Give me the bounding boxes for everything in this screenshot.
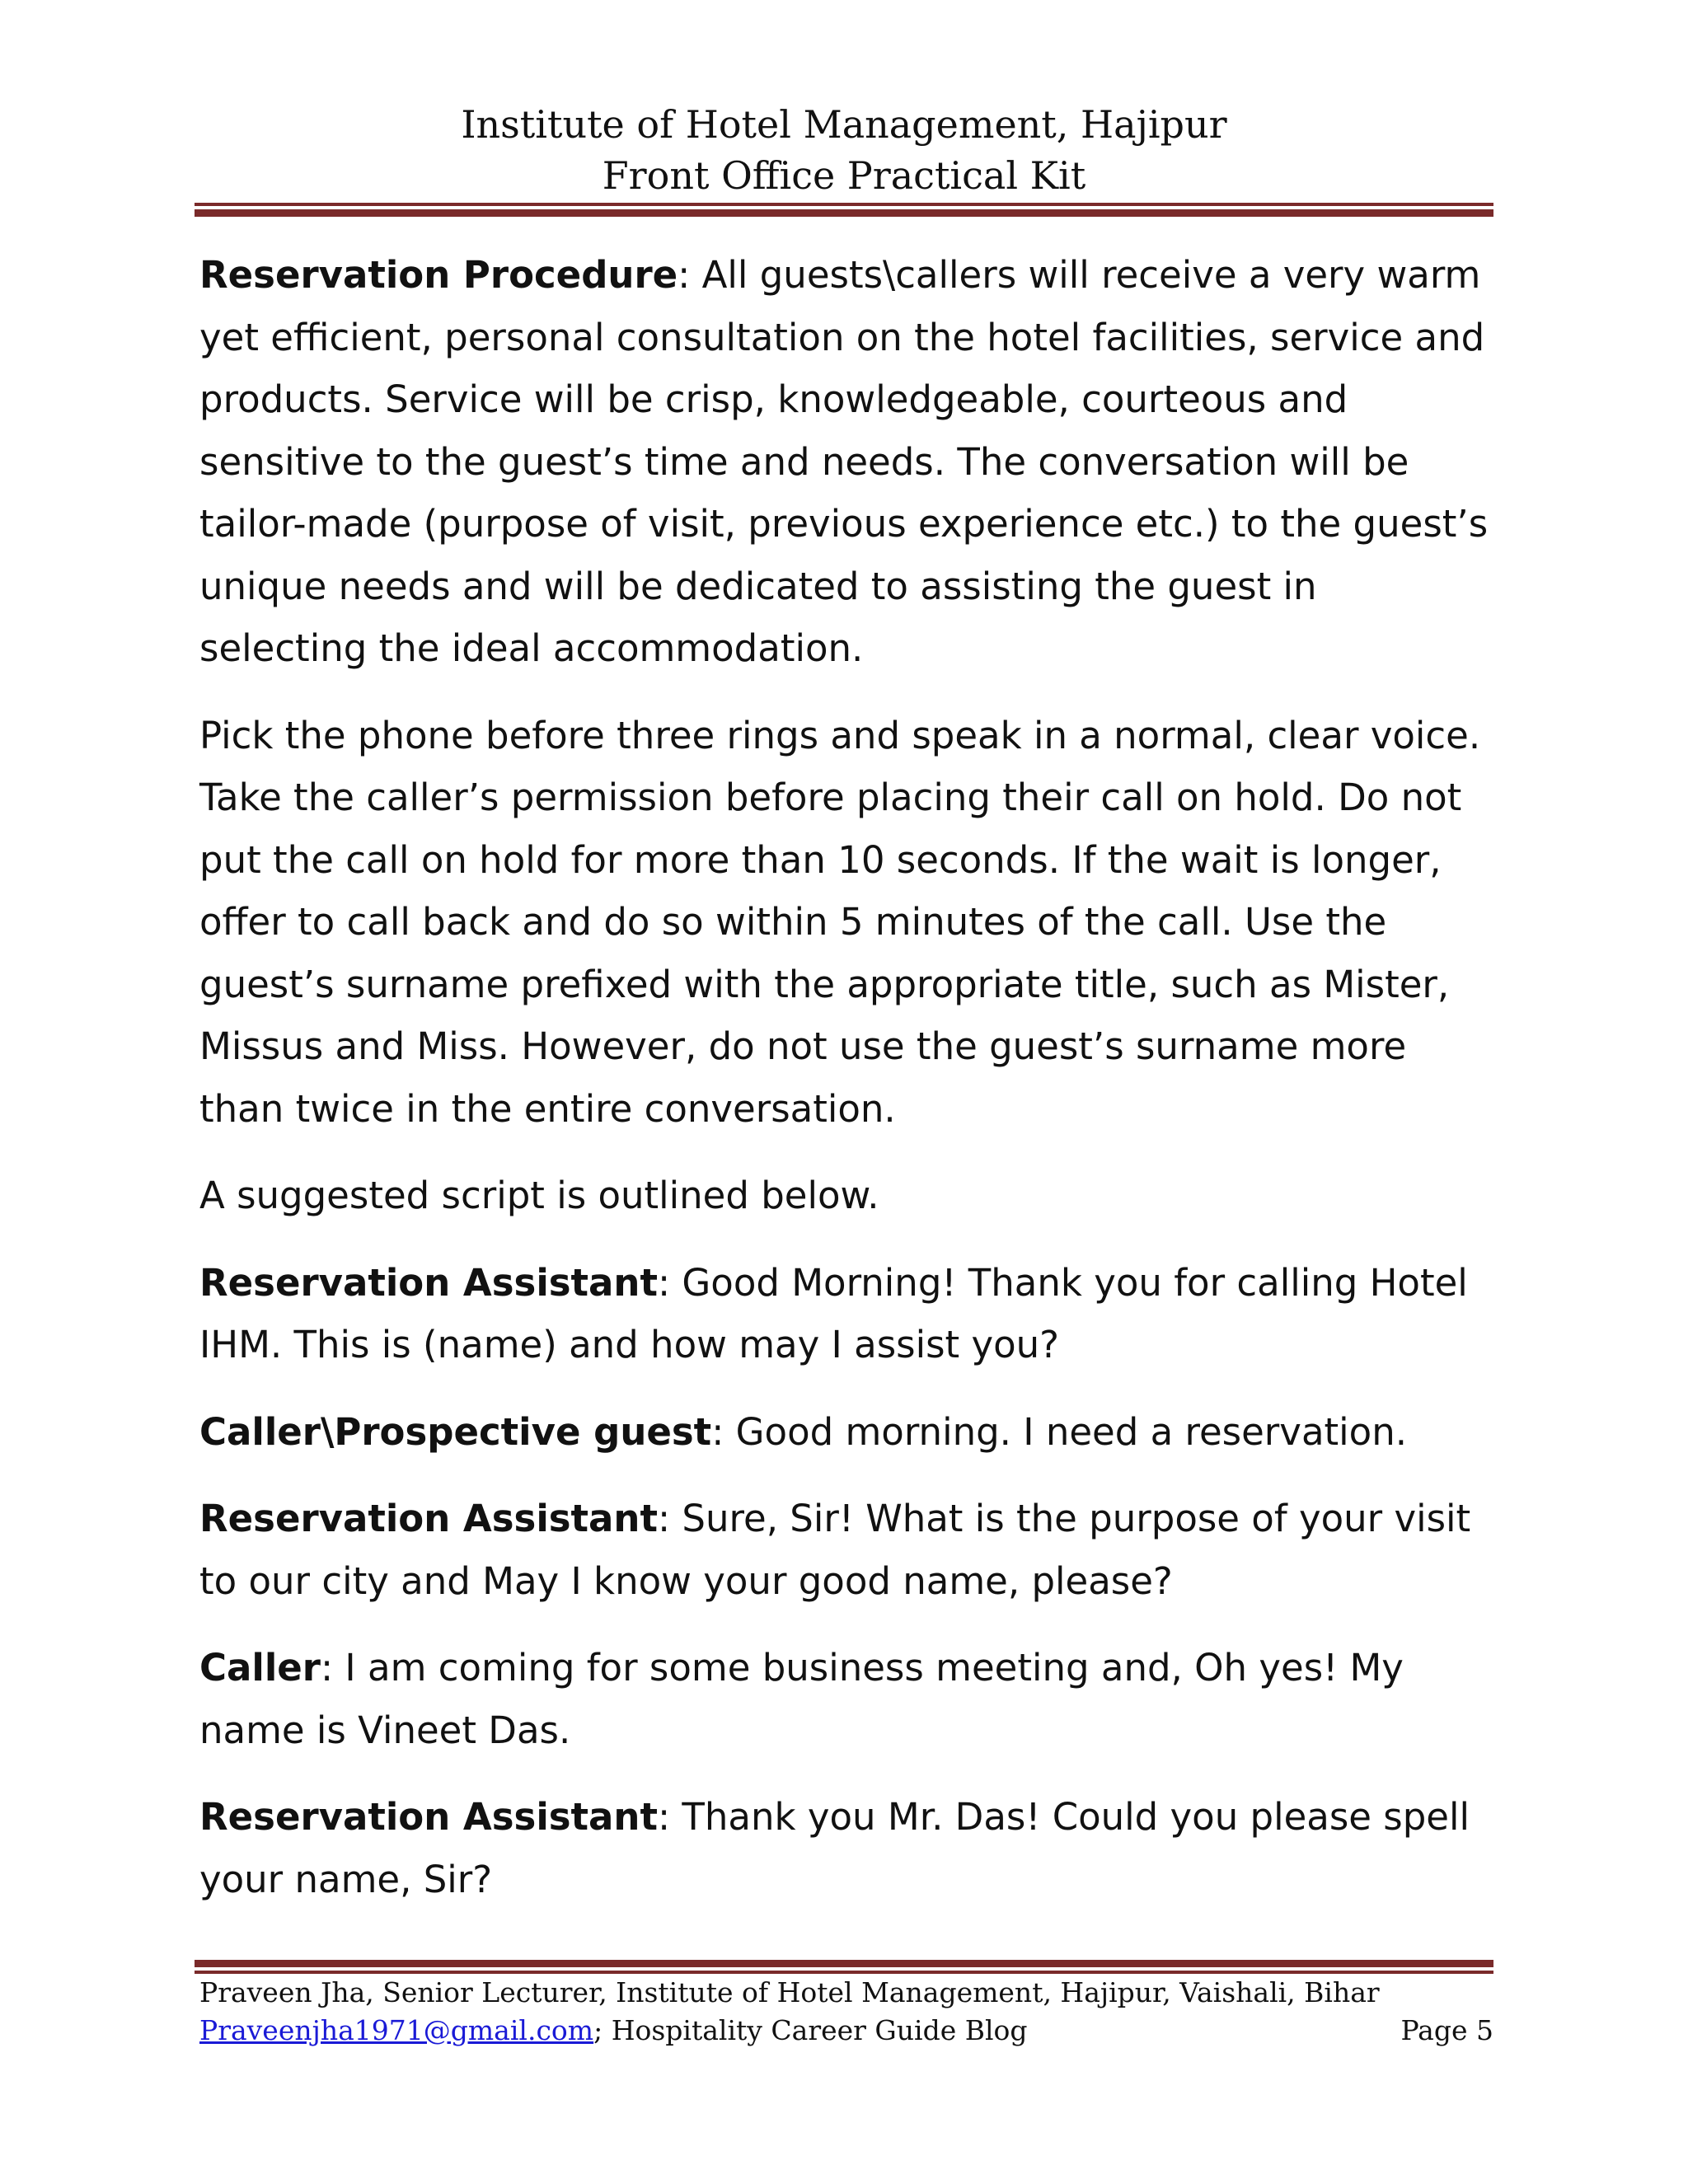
dialogue-text: : Good morning. I need a reservation. bbox=[711, 1409, 1408, 1454]
dialogue-line bbox=[199, 1401, 1493, 1464]
phone-etiquette-paragraph: Pick the phone before three rings and speak in a normal, clear voice. Take the caller’s permission before placing their call on hold. Do not put the call on hold for more than 10 seconds. If the wait is longer, offer to call back and do so within 5 minutes of the call. Use the guest’s surname prefixed with the appropriate title, such as Mister, Missus and Miss. However, do not use the guest’s surname more than twice in the entire conversation. bbox=[199, 713, 1481, 1131]
dialogue-text: : I am coming for some business meeting and, Oh yes! My name is Vineet Das. bbox=[199, 1646, 1404, 1752]
paragraph-label: Reservation Procedure bbox=[199, 253, 678, 297]
dialogue-text: : Thank you Mr. Das! Could you please spell your name, Sir? bbox=[199, 1795, 1470, 1901]
speaker-label: Caller\Prospective guest bbox=[199, 1409, 712, 1454]
paragraph-text: : All guests\callers will receive a very warm yet efficient, personal consultation on the hotel facilities, service and products. Service will be crisp, knowledgeable, courteous and sensitive to the guest’s time and needs. The conversation will be tailor-made (purpose of visit, previous experience etc.) to the guest’s unique needs and will be dedicated to assisting the guest in selecting the ideal accommodation. bbox=[199, 253, 1489, 670]
dialogue-line bbox=[199, 1488, 1493, 1612]
dialogue-text: : Good Morning! Thank you for calling Hotel IHM. This is (name) and how may I assist you? bbox=[199, 1260, 1468, 1366]
header-institute: Institute of Hotel Management, Hajipur bbox=[461, 102, 1227, 147]
page-header bbox=[195, 99, 1493, 201]
header-kit-title: Front Office Practical Kit bbox=[602, 153, 1086, 198]
blog-label: ; Hospitality Career Guide Blog bbox=[593, 2014, 1028, 2046]
page-footer bbox=[199, 1974, 1493, 2050]
dialogue-text: : Sure, Sir! What is the purpose of your visit to our city and May I know your good name, please? bbox=[199, 1497, 1471, 1603]
speaker-label: Reservation Assistant bbox=[199, 1795, 658, 1839]
email-link[interactable]: Praveenjha1971@gmail.com bbox=[199, 2014, 594, 2046]
header-divider bbox=[195, 203, 1493, 217]
speaker-label: Reservation Assistant bbox=[199, 1260, 658, 1305]
footer-contact bbox=[199, 2012, 1028, 2050]
footer-divider bbox=[195, 1960, 1493, 1974]
dialogue-line bbox=[199, 1252, 1493, 1376]
reservation-procedure-paragraph bbox=[199, 244, 1493, 680]
footer-author: Praveen Jha, Senior Lecturer, Institute of Hotel Management, Hajipur, Vaishali, Bihar bbox=[199, 1976, 1380, 2008]
speaker-label: Caller bbox=[199, 1646, 321, 1690]
page-number: Page 5 bbox=[1400, 2014, 1493, 2046]
script-intro-paragraph: A suggested script is outlined below. bbox=[199, 1174, 879, 1217]
dialogue-line bbox=[199, 1637, 1493, 1761]
dialogue-line bbox=[199, 1786, 1493, 1910]
page-body bbox=[199, 244, 1493, 1935]
speaker-label: Reservation Assistant bbox=[199, 1497, 658, 1540]
